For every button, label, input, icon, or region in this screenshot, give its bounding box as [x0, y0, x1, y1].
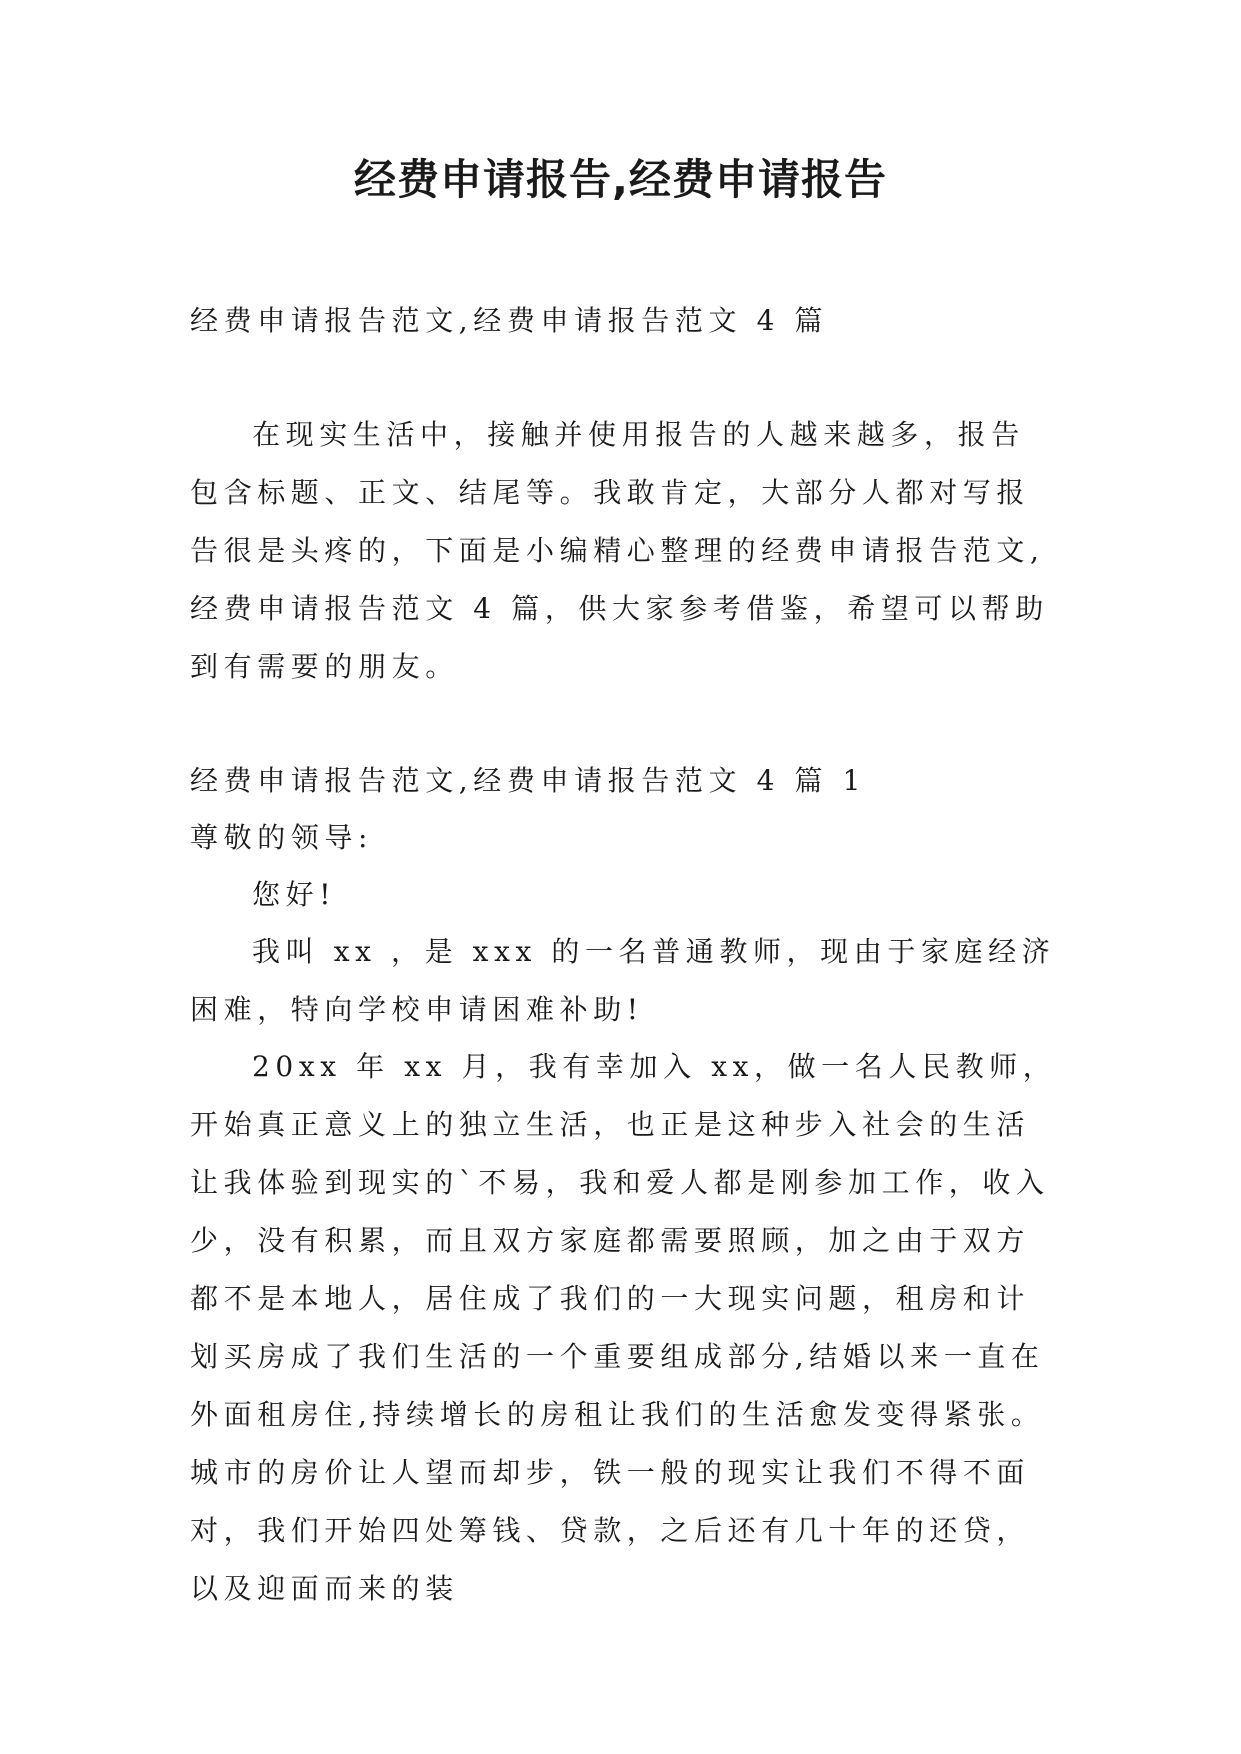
salutation: 尊敬的领导:: [190, 821, 374, 854]
body-paragraph-2: 20xx 年 xx 月，我有幸加入 xx，做一名人民教师，开始真正意义上的独立生活，也正是这种步入社会的生活让我体验到现实的`不易，我和爱人都是刚参加工作，收入少，没有积累，而且双方家庭都需要照顾，加之由于双方都不是本地人，居住成了我们的一大现实问题，租房和计划买房成了我们生活的一个重要组成部分,结婚以来一直在外面租房住,持续增长的房租让我们的生活愈发变得紧张。城市的房价让人望而却步，铁一般的现实让我们不得不面对，我们开始四处筹钱、贷款，之后还有几十年的还贷，以及迎面而来的装: [190, 1050, 1057, 1605]
document-title: 经费申请报告,经费申请报告: [354, 155, 887, 204]
intro-paragraph: 在现实生活中，接触并使用报告的人越来越多，报告包含标题、正文、结尾等。我敢肯定，大部分人都对写报告很是头疼的，下面是小编精心整理的经费申请报告范文,经费申请报告范文 4 篇，供大家参考借鉴，希望可以帮助到有需要的朋友。: [190, 418, 1049, 683]
body-paragraph-1: 我叫 xx ，是 xxx 的一名普通教师，现由于家庭经济困难，特向学校申请困难补助!: [190, 935, 1056, 1026]
greeting: 您好!: [252, 878, 337, 911]
document-subtitle: 经费申请报告范文,经费申请报告范文 4 篇: [190, 304, 829, 337]
section-heading: 经费申请报告范文,经费申请报告范文 4 篇 1: [190, 764, 867, 797]
